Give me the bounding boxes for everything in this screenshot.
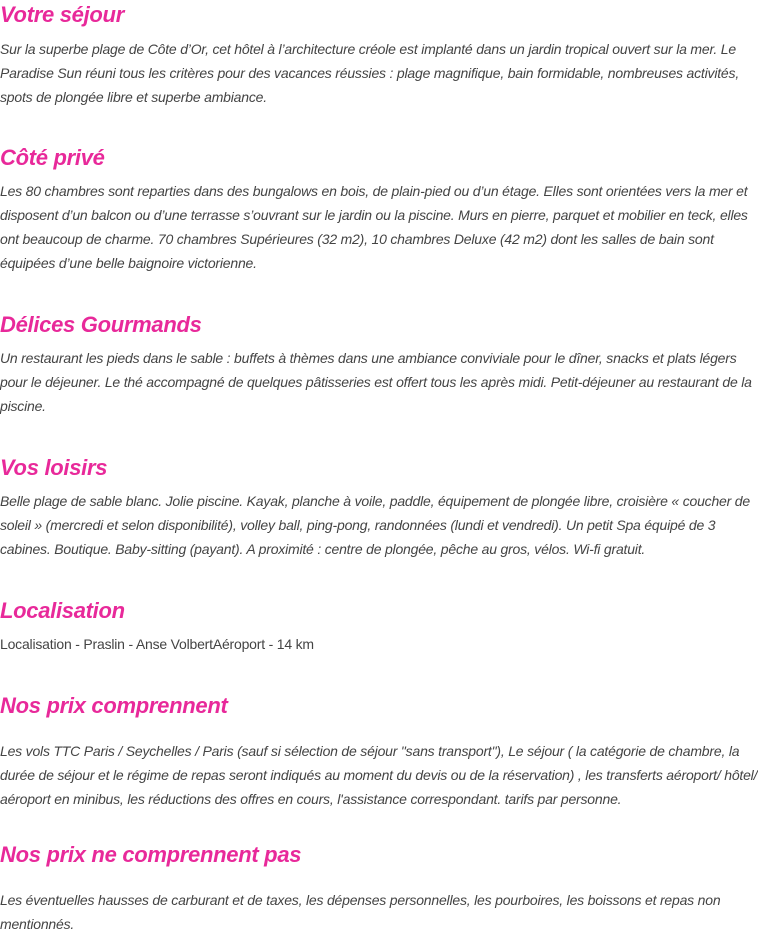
- section-text: Les 80 chambres sont reparties dans des bungalows en bois, de plain-pied ou d’un étage. Elles sont orientées vers la mer et disposent d’un balcon ou d’une terrasse s’ouvrant sur le jardin ou la piscine. Murs en pierre, parquet et mobilier en teck, elles ont beaucoup de charme. 70 chambres Supérieures (32 m2), 10 chambres Deluxe (42 m2) dont les salles de bain sont équipées d’une belle baignoire victorienne.: [0, 183, 748, 271]
- section-localisation: [0, 596, 758, 656]
- section-text: Les vols TTC Paris / Seychelles / Paris (sauf si sélection de séjour "sans transport"), Le séjour ( la catégorie de chambre, la durée de séjour et le régime de repas seront indiqués au moment du devis ou de la réservation) , les transferts aéroport/ hôtel/ aéroport en minibus, les réductions des offres en cours, l'assistance correspondant. tarifs par personne.: [0, 743, 758, 807]
- section-title: Nos prix comprennent: [0, 693, 228, 718]
- section-title: Localisation: [0, 598, 125, 623]
- section-prix-ne-comprennent-pas: [0, 840, 758, 936]
- section-text: Sur la superbe plage de Côte d’Or, cet hôtel à l’architecture créole est implanté dans un jardin tropical ouvert sur la mer. Le Paradise Sun réuni tous les critères pour des vacances réussies : plage magnifique, bain formidable, nombreuses activités, spots de plongée libre et superbe ambiance.: [0, 41, 740, 105]
- section-title: Votre séjour: [0, 2, 124, 27]
- section-prix-comprennent: [0, 691, 758, 811]
- section-delices-gourmands: [0, 310, 758, 418]
- section-text: Les éventuelles hausses de carburant et de taxes, les dépenses personnelles, les pourboires, les boissons et repas non mentionnés.: [0, 892, 721, 932]
- section-vos-loisirs: [0, 453, 758, 561]
- section-title: Nos prix ne comprennent pas: [0, 842, 302, 867]
- section-text: Un restaurant les pieds dans le sable : buffets à thèmes dans une ambiance conviviale pour le dîner, snacks et plats légers pour le déjeuner. Le thé accompagné de quelques pâtisseries est offert tous les après midi. Petit-déjeuner au restaurant de la piscine.: [0, 350, 752, 414]
- section-text: Belle plage de sable blanc. Jolie piscine. Kayak, planche à voile, paddle, équipement de plongée libre, croisière « coucher de soleil » (mercredi et selon disponibilité), volley ball, ping-pong, randonnées (lundi et vendredi). Un petit Spa équipé de 3 cabines. Boutique. Baby-sitting (payant). A proximité : centre de plongée, pêche au gros, vélos. Wi-fi gratuit.: [0, 493, 750, 557]
- section-title: Côté privé: [0, 145, 105, 170]
- section-cote-prive: [0, 143, 758, 275]
- section-votre-sejour: [0, 0, 758, 109]
- section-title: Vos loisirs: [0, 455, 108, 480]
- section-text: Localisation - Praslin - Anse VolbertAéroport - 14 km: [0, 636, 314, 652]
- section-title: Délices Gourmands: [0, 312, 202, 337]
